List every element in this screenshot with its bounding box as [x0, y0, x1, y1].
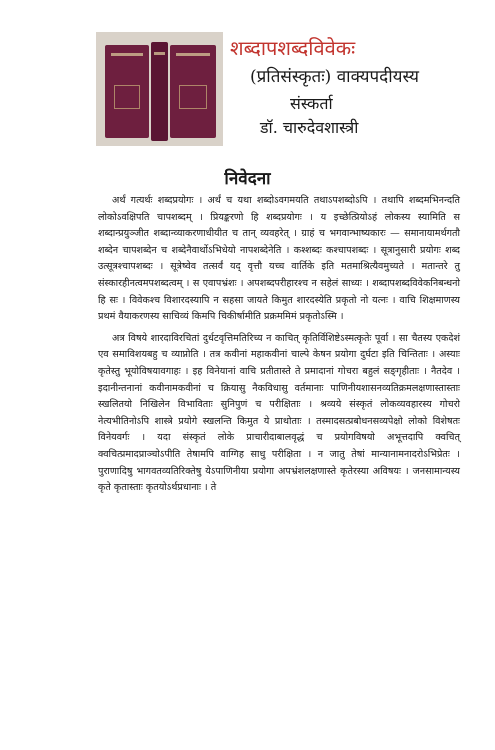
- paragraph: अत्र विषये शारदाविरचितां दुर्धटवृत्तिमतिरिच्य न काचित् कृतिर्विशिष्टेऽस्मत्कृतेः पूर्वा । सा चैतस्य एकदेशं एव समाविशयबहु च व्याप्नोति । तत्र कवीनां महाकवीनां चाल्पे केषन प्रयोगा दुर्घटा इति चिन्तिताः । अस्याः कृतेस्तु भूयोविषयावगाहः । इह विनेयानां वाचि प्रतीतास्ते ते प्रमादानां गोचरा बहुलं सङ्गृहीताः । नैतदेव । इदानीन्तनानां कवीनामकवीनां च क्रियासु नैकविधासु वर्तमानाः पाणिनीयशासनव्यतिक्रमलक्षणास्तास्ताः स्खलितयो निखिलेन विभाविताः सुनिपुणं च परीक्षिताः । श्रव्यये संस्कृतं लोकव्यवहारस्य गोचरो नेत्यभीतिनोऽपि शास्त्रे प्रयोगे स्खलन्ति किमुत ये प्राथोताः । तस्मादसत्प्रबोधनसव्यपेक्षो लोको विशेषतः विनेयवर्गः । यदा संस्कृतं लोके प्राचारीदाबालवृद्धं च प्रयोगविषयो अभूत्तदापि क्वचित् क्वचित्प्रमादप्राञ्चोऽपीति तेषामपि वाग्गिह साधु परीक्षिता । न जातु तेषां मान्यानामनादरोऽभिप्रेतः । पुराणादिषु भागवतव्यतिरिक्तेषु येऽपाणिनीया प्रयोगा अपभ्रंशलक्षणास्ते कृतेरस्या अविषयः । जनसामान्यस्य कृते कृतास्ताः कृतयोऽर्थप्रधानाः । ते: [98, 332, 460, 494]
- editor-name: डॉ. चारुदेवशास्त्री: [260, 118, 359, 137]
- book-front-cover: [105, 45, 149, 138]
- book-back-cover: [170, 45, 216, 138]
- cover-title-strip: [111, 53, 143, 56]
- cover-panel: [179, 85, 207, 109]
- book-title: शब्दापशब्दविवेकः: [230, 36, 356, 60]
- section-heading: निवेदना: [224, 169, 271, 189]
- body-text: [98, 193, 460, 497]
- book-cover-image: [96, 32, 223, 146]
- cover-panel: [114, 85, 140, 109]
- cover-title-strip: [176, 53, 210, 56]
- book-subtitle: (प्रतिसंस्कृतः) वाक्यपदीयस्य: [250, 67, 419, 87]
- book-spine: [151, 42, 168, 141]
- editor-role: संस्कर्ता: [290, 94, 333, 113]
- spine-strip: [154, 52, 165, 55]
- paragraph: अर्थं गत्यर्थः शब्दप्रयोगः । अर्थं च यथा शब्दोऽवगमयति तथाऽपशब्दोऽपि । तथापि शब्दमभिनन्दति लोकोऽवक्षिपति चापशब्दम् । प्रियङ्करणो हि शब्दप्रयोगः । य इच्छेत्प्रियोऽहं लोकस्य स्यामिति स शब्दान्प्रयुञ्जीत शब्दान्व्याकरणाधीयीत च तान् व्यवहरेत् । ग्राहं च भगवान्भाष्यकारः — समानायामर्थगतौ शब्देन चापशब्देन च शब्देनैवार्थोऽभिधेयो नापशब्देनेति । कश्शब्दः कश्चापशब्दः । सूत्रानुसारी प्रयोगः शब्द उत्सूत्रश्चापशब्दः । सूत्रेष्वेव तत्सर्वं यद् वृत्तौ यच्च वार्तिके इति मतमाश्रित्यैवमुच्यते । मतान्तरे तु संस्कारहीनत्वमपशब्दत्वम् । स एवापभ्रंशः । अपशब्दपरीहारश्च न सहेलं साध्यः । शब्दापशब्दविवेकनिबन्धनो हि सः । विवेकश्च विशारदस्यापि न सहसा जायते किमुत शारदस्येति प्रकृतो नो यत्नः । वाचि शिक्षमाणस्य प्रथमं वैयाकरणस्य साचिव्यं किमपि चिकीर्षामीति प्रक्रममिमं प्रकृतोऽस्मि ।: [98, 195, 460, 323]
